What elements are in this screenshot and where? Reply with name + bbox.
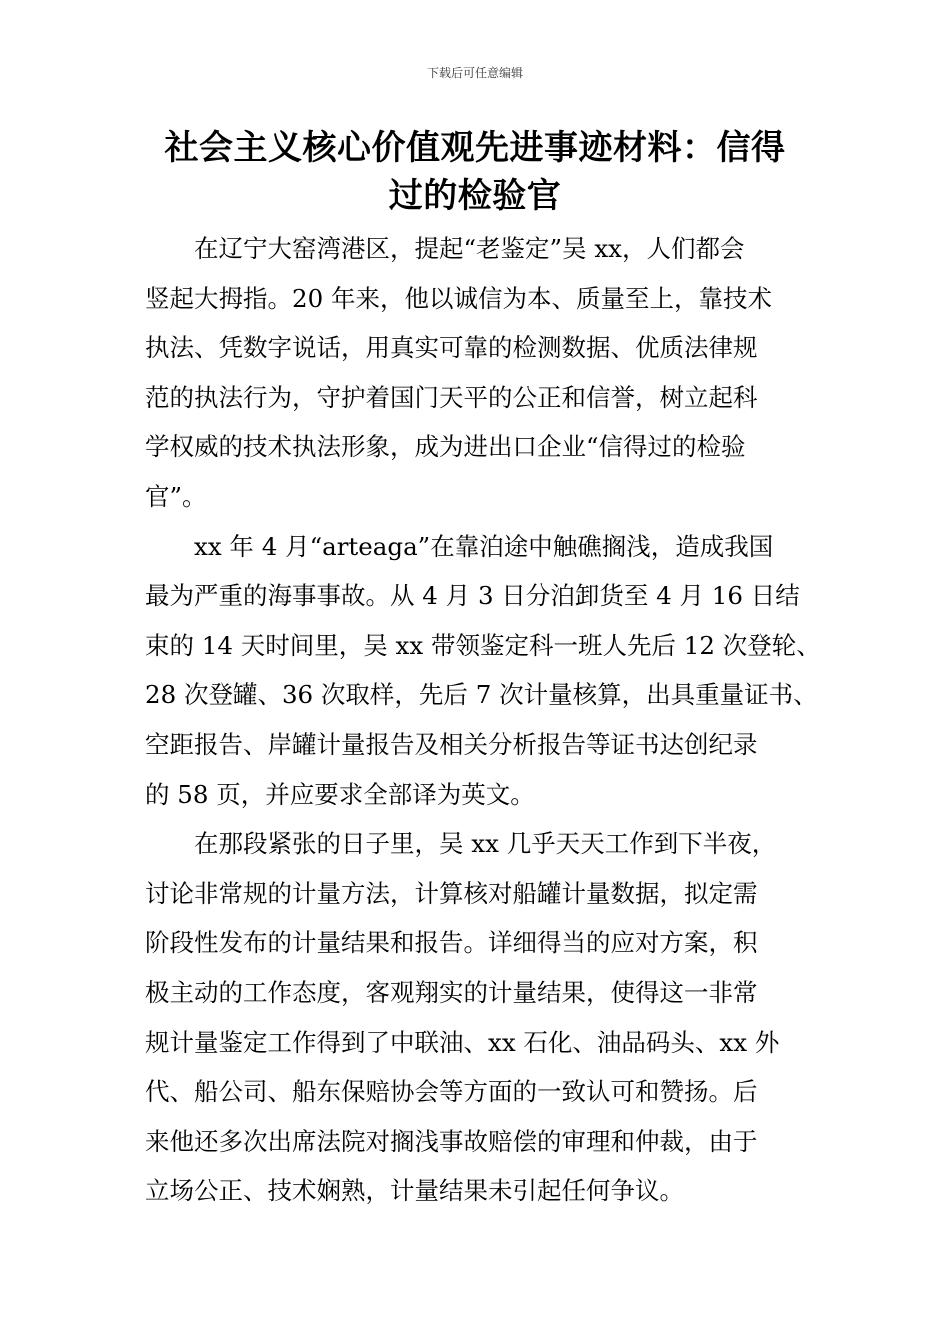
title-line: 过的检验官 xyxy=(388,176,562,216)
title-line: 社会主义核心价值观先进事迹材料：信得 xyxy=(164,128,786,168)
paragraph xyxy=(145,819,825,1216)
text-line: 立场公正、技术娴熟，计量结果未引起任何争议。 xyxy=(145,1176,684,1206)
text-line: 来他还多次出席法院对搁浅事故赔偿的审理和仲裁，由于 xyxy=(145,1126,758,1156)
paragraph xyxy=(145,224,825,522)
text-line: xx 年 4 月“arteaga”在靠泊途中触礁搁浅，造成我国 xyxy=(194,531,774,561)
text-line: 规计量鉴定工作得到了中联油、xx 石化、油品码头、xx 外 xyxy=(145,1027,780,1057)
text-line: 28 次登罐、36 次取样，先后 7 次计量核算，出具重量证书、 xyxy=(145,680,818,710)
text-line: 在那段紧张的日子里，吴 xx 几乎天天工作到下半夜， xyxy=(194,829,777,859)
text-line: 在辽宁大窑湾港区，提起“老鉴定”吴 xx，人们都会 xyxy=(194,234,745,263)
text-line: 最为严重的海事事故。从 4 月 3 日分泊卸货至 4 月 16 日结 xyxy=(145,581,800,611)
text-line: 学权威的技术执法形象，成为进出口企业“信得过的检验 xyxy=(145,432,746,462)
text-line: 范的执法行为，守护着国门天平的公正和信誉，树立起科 xyxy=(145,382,758,412)
paragraph xyxy=(145,522,825,820)
text-line: 的 58 页，并应要求全部译为英文。 xyxy=(145,779,535,809)
text-line: 束的 14 天时间里，吴 xx 带领鉴定科一班人先后 12 次登轮、 xyxy=(145,630,821,660)
text-line: 执法、凭数字说话，用真实可靠的检测数据、优质法律规 xyxy=(145,333,758,363)
text-line: 极主动的工作态度，客观翔实的计量结果，使得这一非常 xyxy=(145,977,758,1007)
text-line: 讨论非常规的计量方法，计算核对船罐计量数据，拟定需 xyxy=(145,878,758,908)
header-note: 下载后可任意编辑 xyxy=(426,66,523,80)
text-line: 空距报告、岸罐计量报告及相关分析报告等证书达创纪录 xyxy=(145,729,758,759)
document-body xyxy=(145,224,825,1216)
document-title xyxy=(140,124,810,220)
text-line: 竖起大拇指。20 年来，他以诚信为本、质量至上，靠技术 xyxy=(145,283,772,313)
text-line: 代、船公司、船东保赔协会等方面的一致认可和赞扬。后 xyxy=(145,1077,758,1107)
text-line: 阶段性发布的计量结果和报告。详细得当的应对方案，积 xyxy=(145,928,758,958)
text-line: 官”。 xyxy=(145,481,207,511)
